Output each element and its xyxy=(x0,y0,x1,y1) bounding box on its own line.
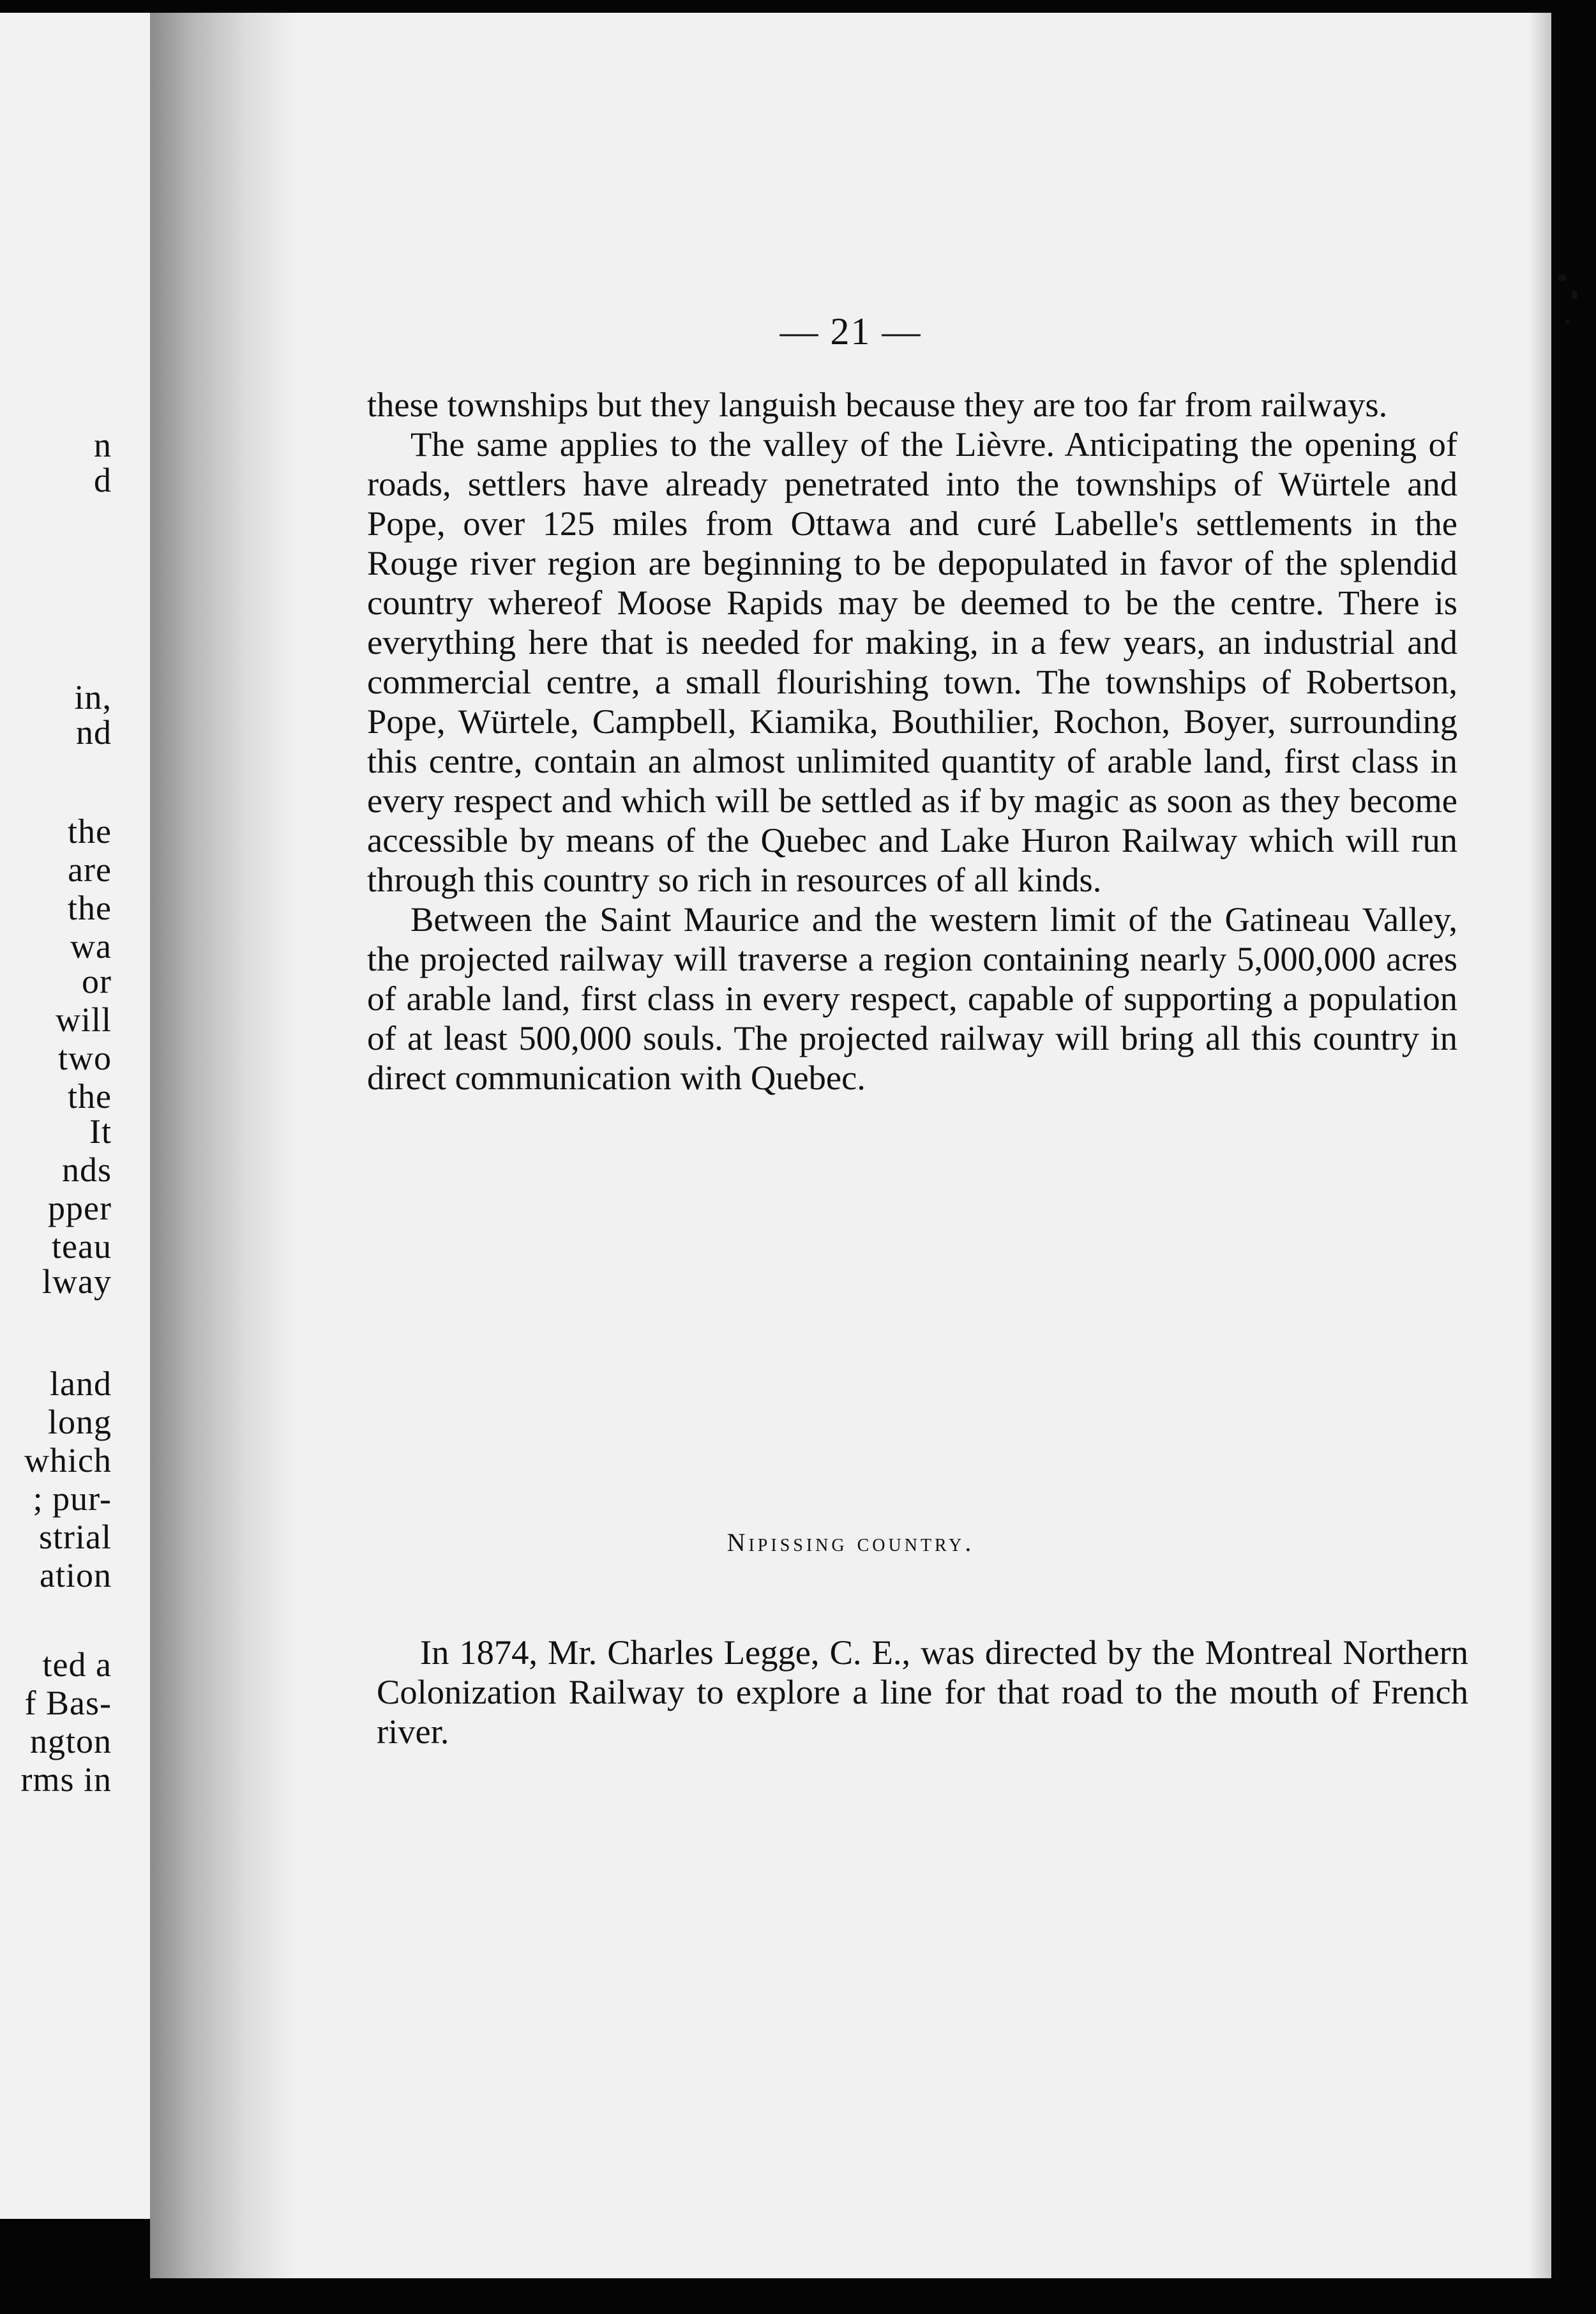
left-page-line: lway xyxy=(42,1262,112,1301)
left-page-line: f Bas- xyxy=(24,1684,112,1722)
left-page-line: the xyxy=(68,889,112,927)
scan-speck xyxy=(1565,319,1570,324)
paragraph-saint-maurice: Between the Saint Maurice and the western limit of the Gatineau Valley, the projected railway will traverse a region containing nearly 5,000,000 acres of arable land, first class in every respect, capable of supporting a population of at least 500,000 souls. The projected railway will bring all this country in direct communication with Quebec. xyxy=(367,900,1457,1097)
left-page-line: ation xyxy=(40,1556,112,1594)
left-page-line: teau xyxy=(52,1227,112,1266)
left-page-line: the xyxy=(68,812,112,851)
paragraph-continuation: these townships but they languish because they are too far from railways. xyxy=(367,385,1388,424)
left-page-line: land xyxy=(50,1365,112,1403)
left-page-line: n xyxy=(94,426,112,464)
left-page-line: wa xyxy=(70,927,112,965)
section-heading xyxy=(150,1527,1551,1557)
body-text xyxy=(367,385,1457,1098)
left-page-line: nds xyxy=(61,1151,112,1189)
left-page-line: which xyxy=(24,1441,112,1479)
paragraph-lievre-valley: The same applies to the valley of the Lièvre. Anticipating the opening of roads, settlers have already penetrated into the townships of Würtele and Pope, over 125 miles from Ottawa and curé Labelle's settlements in the Rouge river region are beginning to be depopulated in favor of the splendid country whereof Moose Rapids may be deemed to be the centre. There is everything here that is needed for making, in a few years, an industrial and commercial centre, a small flourishing town. The townships of Robertson, Pope, Würtele, Campbell, Kiamika, Bouthilier, Rochon, Boyer, surrounding this centre, contain an almost unlimited quantity of arable land, first class in every respect and which will be settled as if by magic as soon as they become accessible by means of the Quebec and Lake Huron Railway which will run through this country so rich in resources of all kinds. xyxy=(367,425,1457,899)
left-page-line: two xyxy=(58,1039,112,1077)
section-body-text xyxy=(377,1633,1468,1751)
left-page-line: ted a xyxy=(42,1645,112,1684)
left-page-line: d xyxy=(94,461,112,499)
current-page xyxy=(150,13,1551,2278)
left-page-line: are xyxy=(68,851,112,889)
left-page-line: the xyxy=(68,1077,112,1115)
left-page-line: pper xyxy=(48,1189,112,1227)
section-heading-text: Nipissing country. xyxy=(726,1528,975,1557)
scan-speck xyxy=(1558,275,1567,281)
left-page-line: or xyxy=(82,962,112,1001)
page-number: — 21 — xyxy=(779,310,922,352)
left-page-line: strial xyxy=(39,1518,112,1556)
left-page-line: nd xyxy=(76,713,112,752)
left-page-line: ; pur- xyxy=(33,1479,112,1518)
left-page-line: It xyxy=(89,1112,112,1151)
left-page-line: will xyxy=(55,1001,112,1039)
left-page-line: long xyxy=(47,1403,112,1441)
paragraph-nipissing: In 1874, Mr. Charles Legge, C. E., was directed by the Montreal Northern Colonization Railway to explore a line for that road to the mouth of French river. xyxy=(377,1633,1468,1751)
left-page-line: in, xyxy=(74,678,112,716)
scan-speck xyxy=(1572,291,1577,299)
left-page-line: ngton xyxy=(29,1722,112,1760)
left-page-line: rms in xyxy=(20,1760,112,1799)
